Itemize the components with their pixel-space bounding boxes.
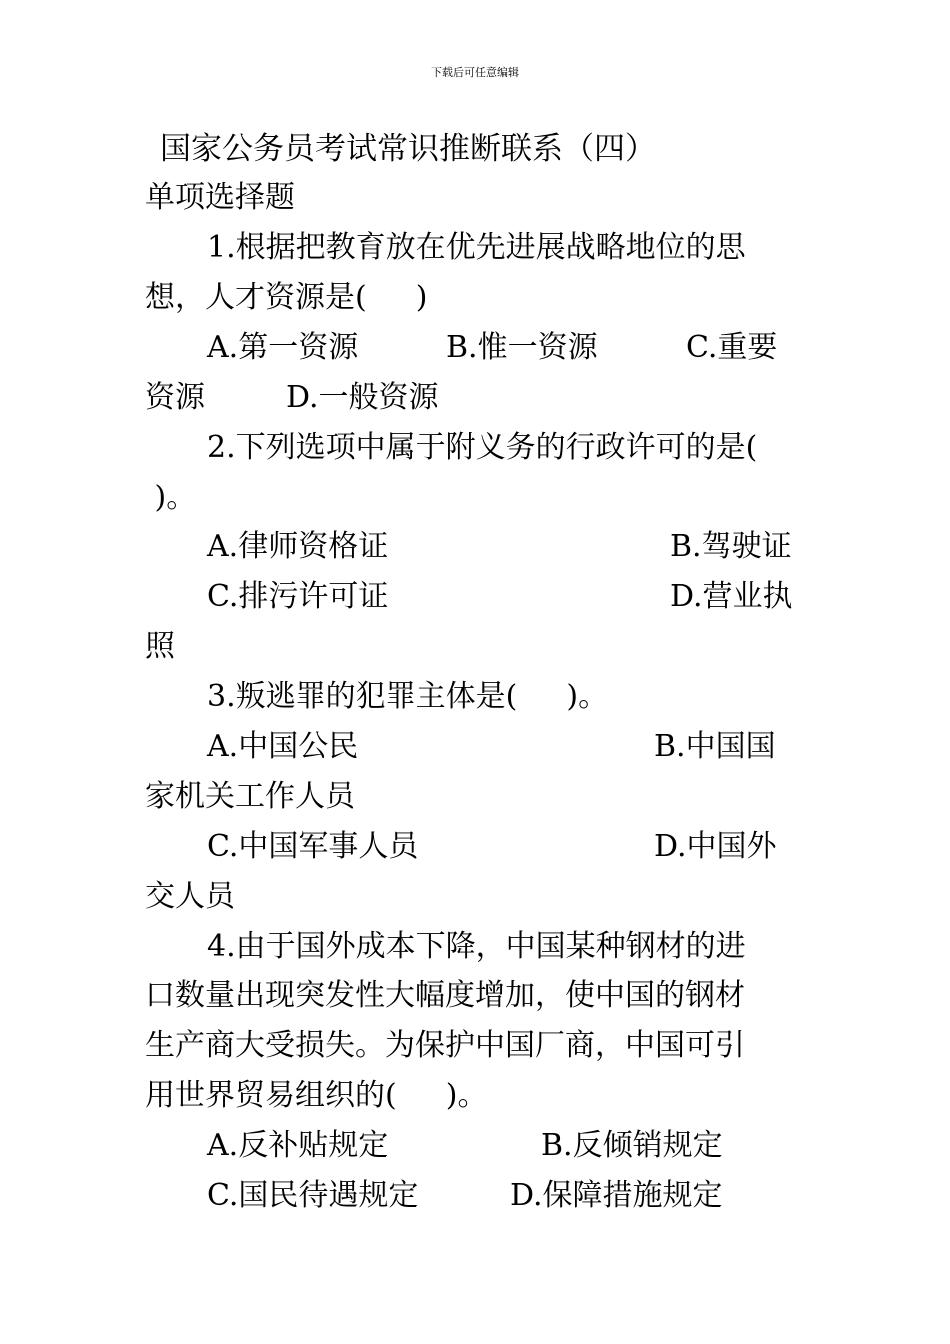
question-3-option-d-part-2: 交人员 — [145, 879, 235, 914]
question-1-option-c-part-1: C.重要 — [686, 330, 778, 365]
question-1-stem-line-2: 想，人才资源是( ) — [145, 280, 428, 315]
document-title: 国家公务员考试常识推断联系（四） — [160, 131, 656, 167]
question-1-option-a: A.第一资源 — [207, 330, 359, 365]
page-header: 下载后可任意编辑 — [431, 66, 519, 79]
question-3-option-c: C.中国军事人员 — [207, 829, 419, 864]
section-heading: 单项选择题 — [145, 180, 295, 215]
question-3-option-d-part-1: D.中国外 — [654, 829, 777, 864]
question-1-option-c-part-2: 资源 — [145, 380, 205, 415]
question-4-stem-line-3: 生产商大受损失。为保护中国厂商，中国可引 — [145, 1028, 745, 1063]
question-2-option-c: C.排污许可证 — [207, 579, 389, 614]
question-3-stem: 3.叛逃罪的犯罪主体是( )。 — [207, 679, 609, 714]
question-2-stem-line-2: )。 — [145, 480, 197, 515]
question-2-option-a: A.律师资格证 — [207, 529, 389, 564]
question-2-option-b: B.驾驶证 — [670, 529, 792, 564]
question-4-stem-line-4: 用世界贸易组织的( )。 — [145, 1078, 488, 1113]
question-4-option-a: A.反补贴规定 — [207, 1128, 389, 1163]
question-3-option-b-part-2: 家机关工作人员 — [145, 779, 355, 814]
question-1-stem-line-1: 1.根据把教育放在优先进展战略地位的思 — [207, 230, 746, 265]
question-3-option-b-part-1: B.中国国 — [654, 729, 776, 764]
question-1-option-b: B.惟一资源 — [446, 330, 598, 365]
question-2-option-d-part-1: D.营业执 — [670, 579, 793, 614]
question-4-stem-line-2: 口数量出现突发性大幅度增加，使中国的钢材 — [145, 978, 745, 1013]
question-4-stem-line-1: 4.由于国外成本下降，中国某种钢材的进 — [207, 929, 746, 964]
question-3-option-a: A.中国公民 — [207, 729, 359, 764]
question-1-option-d: D.一般资源 — [286, 380, 439, 415]
question-4-option-c: C.国民待遇规定 — [207, 1178, 419, 1213]
question-4-option-d: D.保障措施规定 — [510, 1178, 723, 1213]
question-2-stem-line-1: 2.下列选项中属于附义务的行政许可的是( — [207, 430, 758, 465]
question-4-option-b: B.反倾销规定 — [541, 1128, 723, 1163]
question-2-option-d-part-2: 照 — [145, 629, 175, 664]
